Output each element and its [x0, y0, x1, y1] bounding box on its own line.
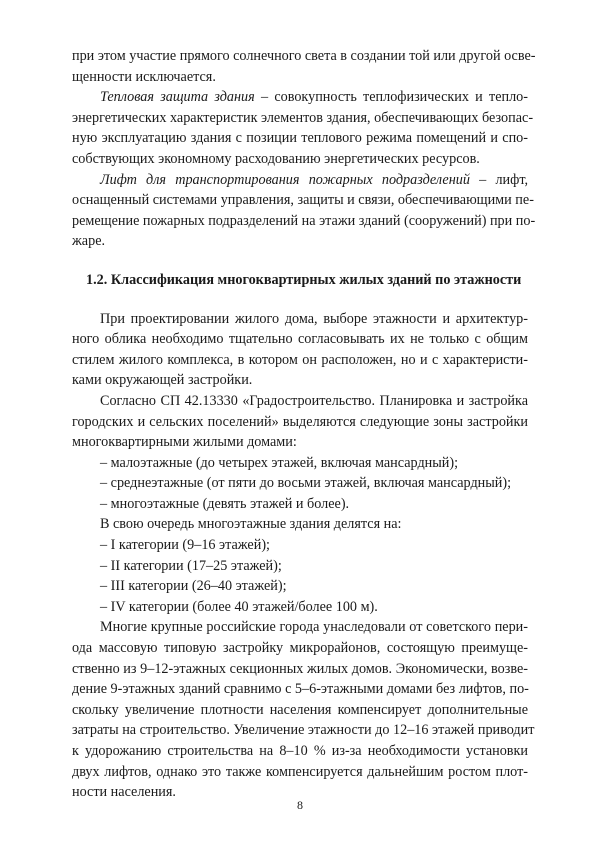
defined-term: Тепловая защита здания: [100, 89, 255, 106]
text-line: ода массовую типовую застройку микрорайонов, состоящую преимуще-: [72, 640, 528, 657]
text-line: двух лифтов, однако это также компенсируется дальнейшим ростом плот-: [72, 763, 528, 780]
list-item: – IV категории (более 40 этажей/более 100 м).: [100, 598, 378, 615]
text-line: ками окружающей застройки.: [72, 372, 253, 389]
text-line: энергетических характеристик элементов здания, обеспечивающих безопас-: [72, 109, 534, 126]
definition-line: [72, 170, 528, 191]
list-item: – среднеэтажные (от пяти до восьми этажей, включая мансардный);: [100, 475, 512, 492]
definition-line: [72, 87, 528, 108]
text-line: ную эксплуатацию здания с позиции теплового режима помещений и спо-: [72, 130, 528, 147]
text-line: затраты на строительство. Увеличение этажности до 12–16 этажей приводит: [72, 722, 535, 739]
text-line: оснащенный системами управления, защиты и связи, обеспечивающими пе-: [72, 192, 534, 209]
text-line: Многие крупные российские города унаследовали от советского пери-: [100, 619, 528, 636]
list-item: – III категории (26–40 этажей);: [100, 578, 287, 595]
text-line: щенности исключается.: [72, 68, 216, 85]
text-span: – лифт,: [469, 171, 529, 188]
text-line: к удорожанию строительства на 8–10 % из-за необходимости установки: [72, 743, 528, 759]
text-line: скольку увеличение плотности населения компенсирует дополнительные: [72, 701, 528, 718]
text-line: ности населения.: [72, 784, 176, 801]
section-heading: 1.2. Классификация многоквартирных жилых зданий по этажности: [86, 271, 522, 288]
text-line: ственно из 9–12-этажных секционных жилых домов. Экономически, возве-: [72, 660, 528, 677]
text-line: При проектировании жилого дома, выборе этажности и архитектур-: [100, 310, 528, 327]
text-line: Согласно СП 42.13330 «Градостроительство. Планировка и застройка: [100, 392, 528, 409]
list-item: – многоэтажные (девять этажей и более).: [100, 495, 350, 512]
list-item: – малоэтажные (до четырех этажей, включая мансардный);: [100, 454, 459, 471]
page-body: [72, 46, 536, 803]
text-line: городских и сельских поселений» выделяются следующие зоны застройки: [72, 413, 528, 430]
text-line: жаре.: [72, 233, 106, 250]
list-item: – I категории (9–16 этажей);: [100, 537, 270, 554]
text-line: В свою очередь многоэтажные здания делятся на:: [100, 516, 402, 533]
text-line: дение 9-этажных зданий сравнимо с 5–6-этажными домами без лифтов, по-: [72, 681, 529, 698]
text-line: ного облика необходимо тщательно согласовывать их не только с общим: [72, 331, 528, 348]
defined-term: Лифт для транспортирования пожарных подразделений: [100, 171, 470, 188]
text-line: стилем жилого комплекса, в котором он расположен, но и с характеристи-: [72, 351, 528, 368]
text-span: – совокупность теплофизических и тепло-: [254, 89, 528, 106]
text-line: ремещение пожарных подразделений на этажи зданий (сооружений) при по-: [72, 212, 536, 229]
page-number: 8: [297, 798, 303, 812]
text-line: собствующих экономному расходованию энергетических ресурсов.: [72, 150, 480, 167]
text-line: многоквартирными жилыми домами:: [72, 434, 297, 451]
list-item: – II категории (17–25 этажей);: [100, 557, 282, 574]
text-line: при этом участие прямого солнечного света в создании той или другой осве-: [72, 48, 536, 64]
